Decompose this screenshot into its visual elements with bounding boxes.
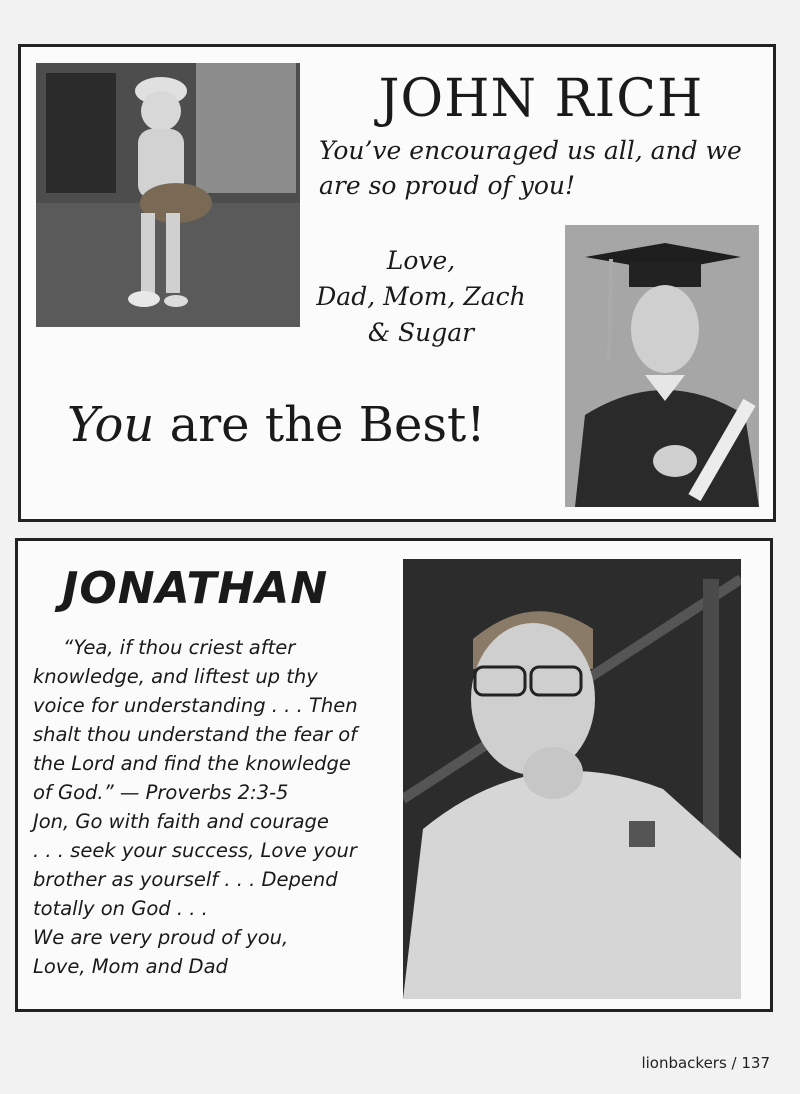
- ad-title-john-rich: JOHN RICH: [378, 69, 704, 129]
- verse-message: [33, 633, 387, 981]
- tagline-emphasis: You: [67, 397, 155, 453]
- signature: [301, 243, 541, 351]
- verse-line-10: totally on God . . .: [33, 897, 208, 920]
- verse-line-11: We are very proud of you,: [33, 926, 289, 949]
- verse-line-9: brother as yourself . . . Depend: [33, 868, 338, 891]
- john-rich-ad: [18, 44, 776, 522]
- verse-line-3: voice for understanding . . . Then: [33, 694, 358, 717]
- verse-line-6: of God.” — Proverbs 2:3-5: [33, 781, 289, 804]
- page-footer: lionbackers / 137: [641, 1054, 770, 1072]
- verse-line-1: “Yea, if thou criest after: [63, 636, 296, 659]
- verse-line-2: knowledge, and liftest up thy: [33, 665, 318, 688]
- graduation-photo-illustration: [565, 225, 759, 507]
- encouragement-message: [319, 133, 769, 203]
- message-line-1: You’ve encouraged us all, and we: [319, 136, 742, 165]
- verse-line-8: . . . seek your success, Love your: [33, 839, 357, 862]
- toddler-photo-illustration: [36, 63, 300, 327]
- jonathan-ad: [15, 538, 773, 1012]
- verse-line-7: Jon, Go with faith and courage: [33, 810, 329, 833]
- signature-line-2: Dad, Mom, Zach: [316, 282, 526, 311]
- jonathan-photo: [403, 559, 741, 999]
- toddler-photo: [36, 63, 300, 327]
- tagline: [67, 397, 486, 453]
- verse-line-4: shalt thou understand the fear of: [33, 723, 358, 746]
- verse-line-5: the Lord and find the knowledge: [33, 752, 351, 775]
- graduation-photo: [565, 225, 759, 507]
- signature-line-1: Love,: [386, 246, 456, 275]
- signature-line-3: & Sugar: [367, 318, 475, 347]
- jonathan-photo-illustration: [403, 559, 741, 999]
- tagline-rest: are the Best!: [154, 397, 486, 453]
- message-line-2: are so proud of you!: [319, 171, 576, 200]
- verse-line-12: Love, Mom and Dad: [33, 955, 228, 978]
- ad-title-jonathan: JONATHAN: [62, 563, 329, 614]
